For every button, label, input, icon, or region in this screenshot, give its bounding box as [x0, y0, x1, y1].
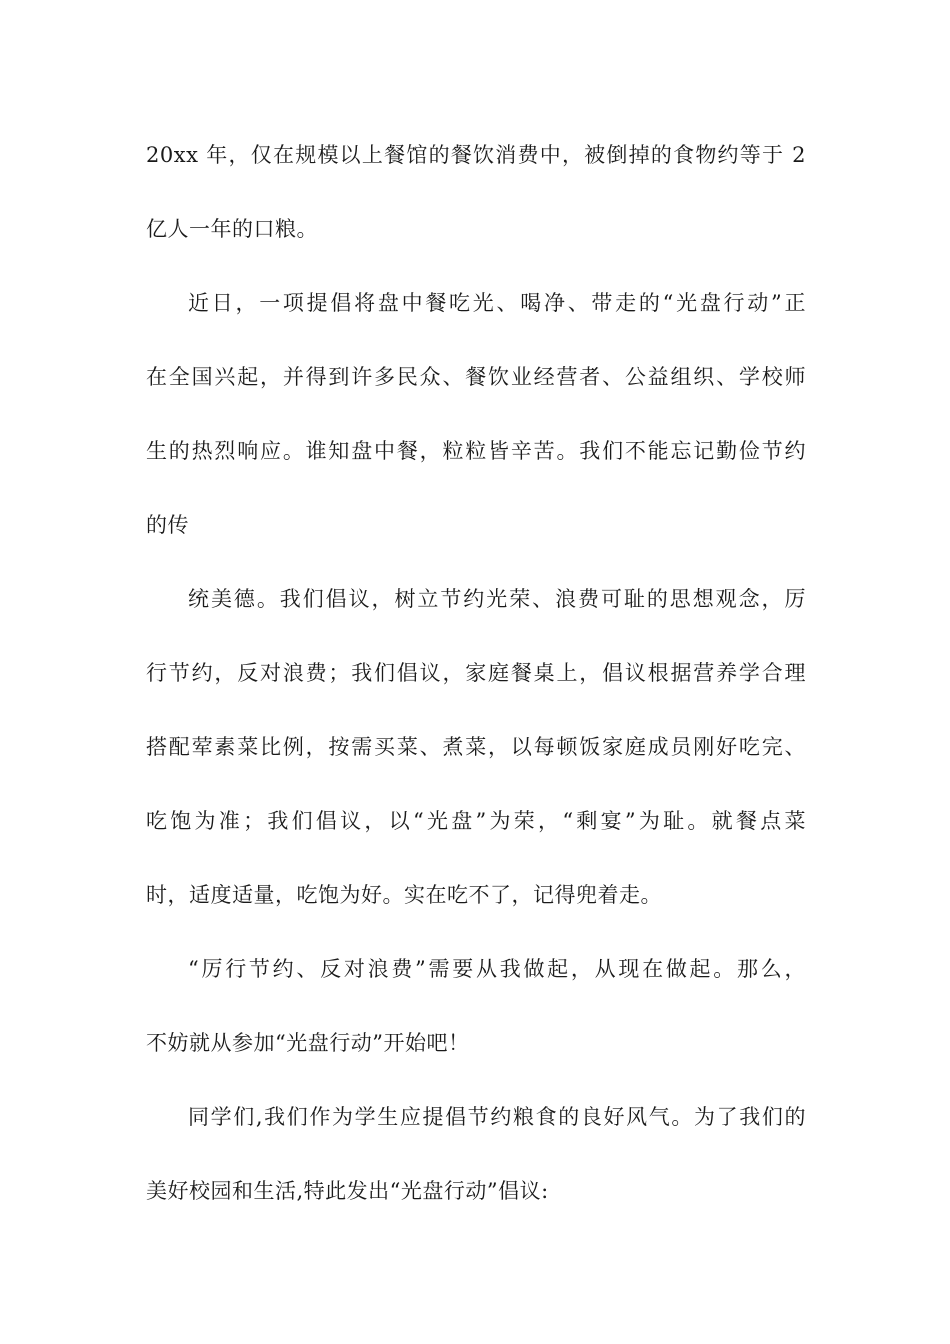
- text-line: 统美德。我们倡议，树立节约光荣、浪费可耻的思想观念，厉: [188, 587, 806, 611]
- text-line: 搭配荤素菜比例，按需买菜、煮菜，以每顿饭家庭成员刚好吃完、: [146, 735, 806, 759]
- text-line: 20xx 年，仅在规模以上餐馆的餐饮消费中，被倒掉的食物约等于 2: [146, 143, 806, 167]
- text-line: 生的热烈响应。谁知盘中餐，粒粒皆辛苦。我们不能忘记勤俭节约: [146, 439, 806, 463]
- body-text: [146, 131, 806, 1241]
- text-line: 亿人一年的口粮。: [146, 217, 318, 241]
- text-line: 的传: [146, 513, 189, 537]
- text-line: 吃饱为准；我们倡议，以“光盘”为荣，“剩宴”为耻。就餐点菜: [146, 809, 806, 833]
- text-line: 时，适度适量，吃饱为好。实在吃不了，记得兜着走。: [146, 883, 662, 907]
- text-line: 在全国兴起，并得到许多民众、餐饮业经营者、公益组织、学校师: [146, 365, 806, 389]
- text-line: 近日，一项提倡将盘中餐吃光、喝净、带走的“光盘行动”正: [188, 291, 806, 315]
- text-line: “厉行节约、反对浪费”需要从我做起，从现在做起。那么，: [188, 957, 806, 981]
- text-line: 美好校园和生活,特此发出“光盘行动”倡议:: [146, 1179, 549, 1203]
- text-line: 不妨就从参加“光盘行动”开始吧！: [146, 1031, 470, 1055]
- text-line: 同学们,我们作为学生应提倡节约粮食的良好风气。为了我们的: [188, 1105, 806, 1129]
- text-line: 行节约，反对浪费；我们倡议，家庭餐桌上，倡议根据营养学合理: [146, 661, 806, 685]
